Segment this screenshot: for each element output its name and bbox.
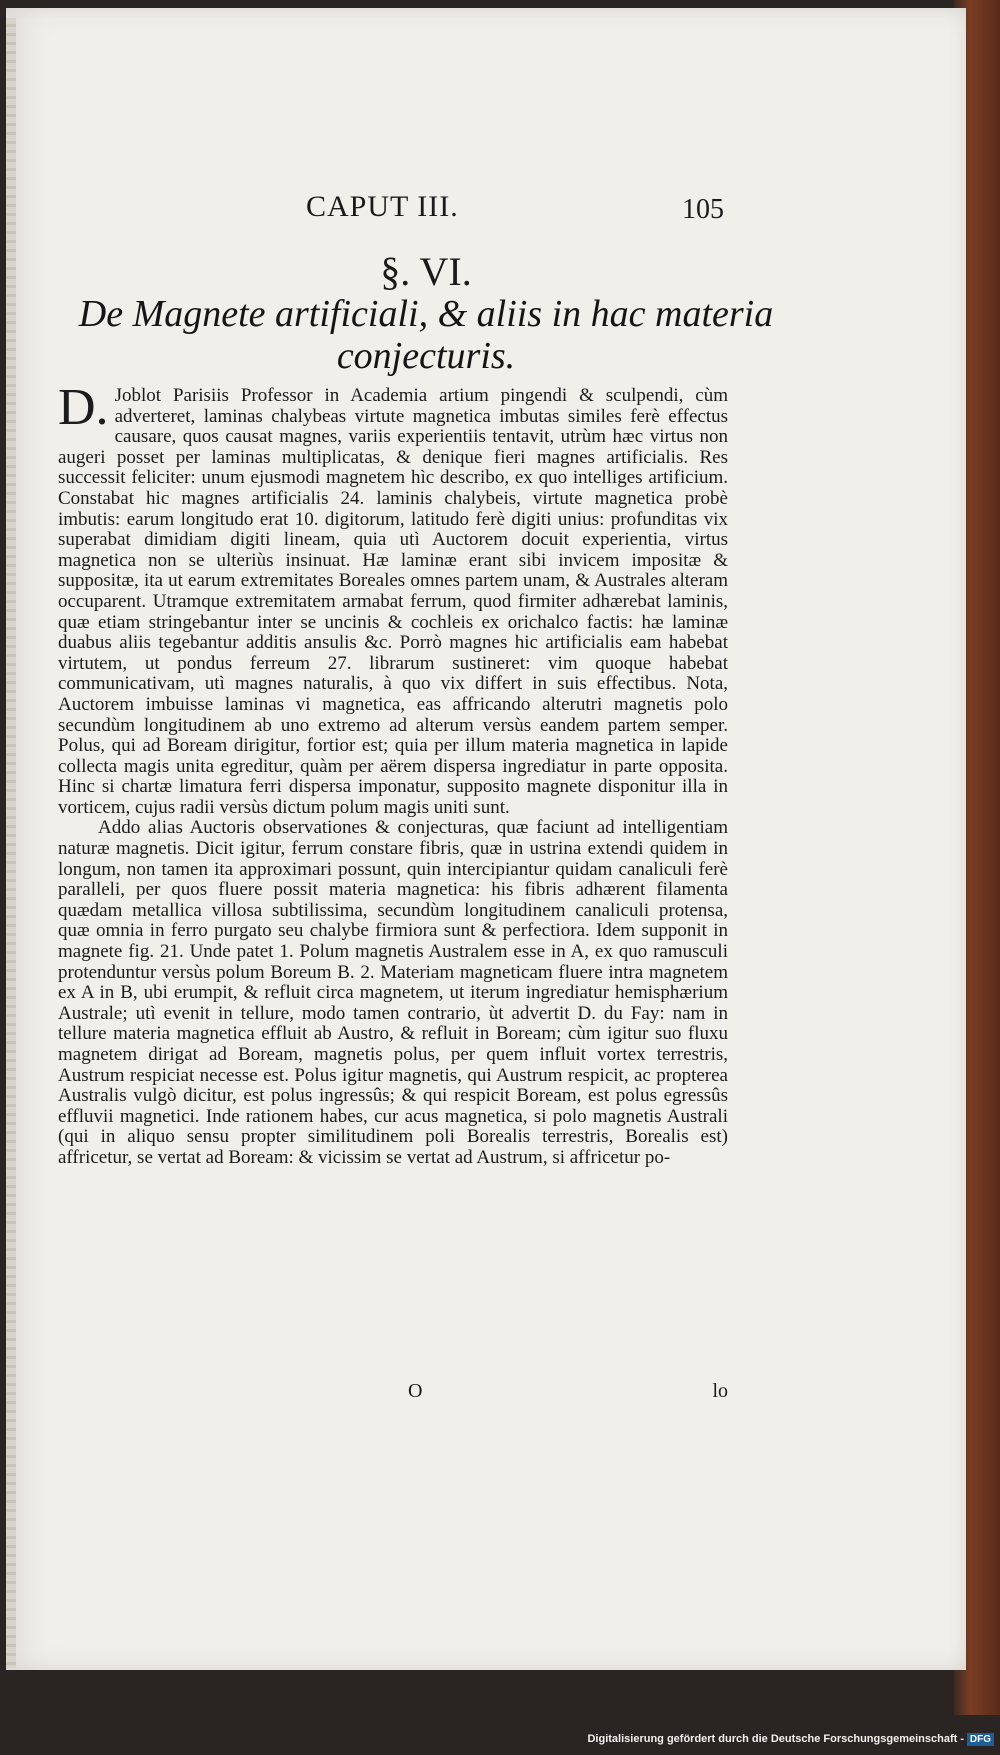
section-title: De Magnete artificiali, & aliis in hac materia conjecturis. xyxy=(78,293,774,377)
credit-bar xyxy=(0,1715,1000,1755)
catchword: lo xyxy=(712,1380,728,1402)
body-text xyxy=(58,379,728,1169)
funding-credit: Digitalisierung gefördert durch die Deutsche Forschungsgemeinschaft - xyxy=(587,1733,964,1745)
dfg-logo: DFG xyxy=(967,1733,994,1746)
signature-mark: O xyxy=(408,1380,423,1402)
page-footer xyxy=(58,1380,728,1402)
paragraph: D.Joblot Parisiis Professor in Academia artium pingendi & sculpendi, cùm adverteret, laminas chalybeas virtute magnetica imbutas similes ferè effectus causare, quos causat magnes, variis experientiis tentavit, utrùm hæc virtus non augeri posset per laminas multiplicatas, & denique fieri magnes artificialis. Res successit feliciter: unum ejusmodi magnetem hìc describo, ex quo intelliges artificium. Constabat hic magnes artificialis 24. laminis chalybeis, virtute magnetica probè imbutis: earum longitudo erat 10. digitorum, latitudo ferè digiti unius: profunditas vix superabat dimidiam digiti lineam, quia utì Auctorem docuit experientia, virtus magnetica non se ulteriùs insinuat. Hæ laminæ erant sibi invicem impositæ & suppositæ, ita ut earum extremitates Boreales omnes partem unam, & Australes alteram occuparent. Utramque extremitatem armabat ferrum, quod firmiter adhærebat laminis, quæ etiam stringebantur inter se uncinis & cochleis ex orichalco factis: hæ laminæ duabus aliis tegebantur additis ansulis &c. Porrò magnes hic artificialis eam habebat virtutem, ut pondus ferreum 27. librarum sustineret: vim quoque habebat communicativam, utì magnes naturalis, à quo vix differt in suis effectibus. Nota, Auctorem imbuisse laminas vi magnetica, eas affricando alterutri magnetis polo secundùm longitudinem ab uno extremo ad alterum versùs eandem partem semper. Polus, qui ad Boream dirigitur, fortior est; quia per illum materia magnetica in lapide collecta magis unita egreditur, quàm per aërem dispersa ingrediatur in parte opposita. Hinc si chartæ limatura ferri dispersa imponatur, supposito magnete disponitur illa in vorticem, cujus radii versùs dictum polum magis uniti sunt. xyxy=(58,379,728,818)
section-number: §. VI. xyxy=(380,249,472,294)
paragraph: Addo alias Auctoris observationes & conjecturas, quæ faciunt ad intelligentiam naturæ magnetis. Dicit igitur, ferrum constare fibris, quæ in ustrina extendi quidem in longum, non tamen ita approximari possunt, quin intercipiantur quidam canaliculi ferè paralleli, per quos fluere possit materia magnetica: his fibris adhærent filamenta quædam metallica villosa subtilissima, secundùm longitudinem canaliculi protensa, quæ omnia in ferro purgato seu chalybe firmiora sunt & perfectiora. Idem supponit in magnete fig. 21. Unde patet 1. Polum magnetis Australem esse in A, ex quo ramusculi protenduntur versùs polum Boreum B. 2. Materiam magneticam fluere intra magnetem ex A in B, ubi erumpit, & refluit circa magnetem, ut iterum ingrediatur hemisphærium Australe; utì evenit in tellure, modo tamen contrario, ùt advertit D. du Fay: nam in tellure materia magnetica effluit ab Austro, & refluit in Boream; cùm igitur suo fluxu magnetem dirigat ad Boream, magnetis polus, per quem influit vortex terrestris, Austrum respiciat necesse est. Polus igitur magnetis, qui Austrum respicit, ac propterea Australis vulgò dicitur, est polus ingressûs; & qui respicit Boream, est polus egressûs effluvii magnetici. Inde rationem habes, cur acus magnetica, si polo magnetis Australi (qui in aliquo sensu propter similitudinem poli Borealis terrestris, Borealis est) affricetur, se vertat ad Boream: & vicissim se vertat ad Austrum, si affricetur po- xyxy=(58,817,728,1168)
book-page xyxy=(6,8,966,1670)
page-number: 105 xyxy=(682,194,724,225)
running-head: CAPUT III. xyxy=(306,190,459,223)
